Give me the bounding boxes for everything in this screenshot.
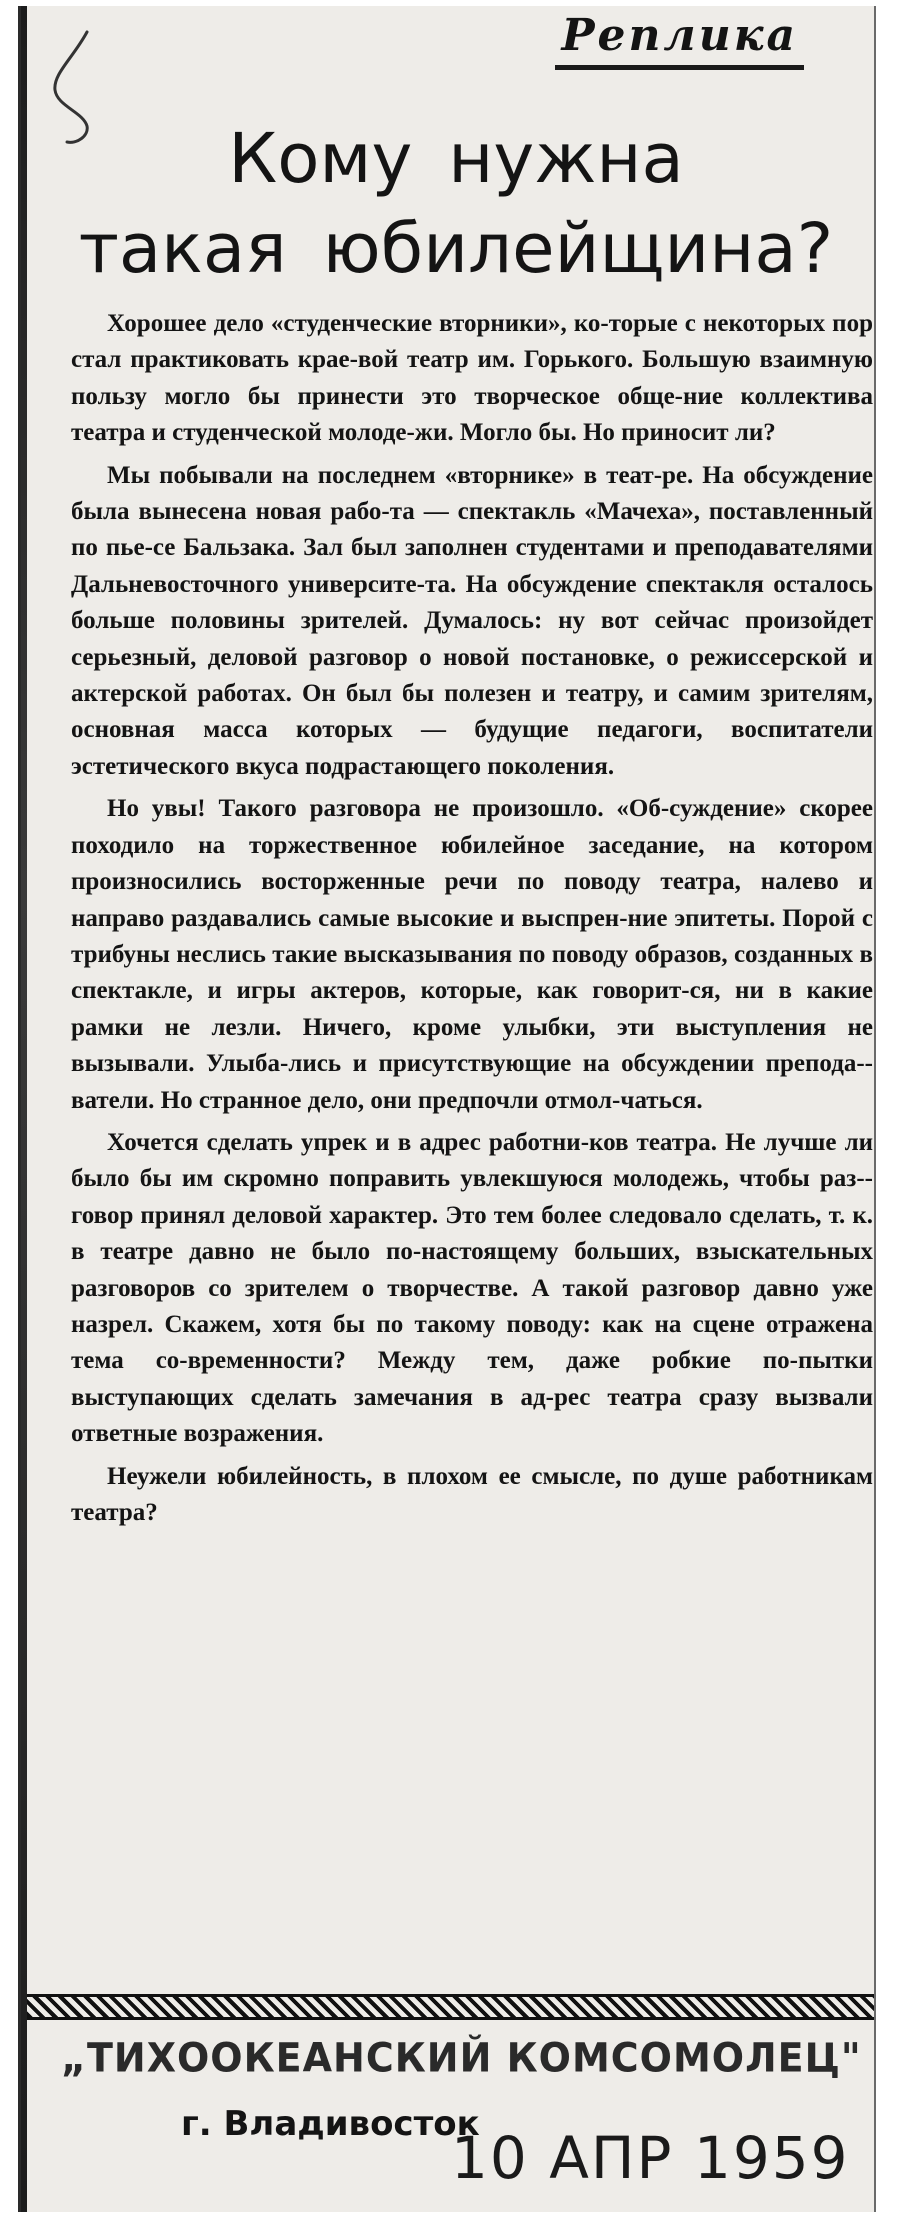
decorative-divider bbox=[27, 1994, 876, 2020]
article-paragraph: Мы побывали на последнем «вторнике» в теат-ре. На обсуждение была вынесена новая рабо-та — спектакль «Мачеха», поставленный по пье-се Бальзака. Зал был заполнен студентами и преподавателями Дальневосточного университе-та. На обсуждение спектакля осталось больше половины зрителей. Думалось: ну вот сейчас произойдет серьезный, деловой разговор о новой постановке, о режиссерской и актерской работах. Он был бы полезен и театру, и самим зрителям, основная масса которых — будущие педагоги, воспитатели эстетического вкуса подрастающего поколения. bbox=[71, 461, 873, 780]
rubric-label: Реплика bbox=[555, 10, 804, 70]
torn-edge bbox=[21, 6, 27, 2212]
headline-line-1: Кому нужна bbox=[228, 119, 684, 199]
article-paragraph: Но увы! Такого разговора не произошло. «Об-суждение» скорее походило на торжественное юбилейное заседание, на котором произносились восторженные речи по поводу театра, налево и направо раздавались самые высокие и выспрен-ние эпитеты. Порой с трибуны неслись такие высказывания по поводу образов, созданных в спектакле, и игры актеров, которые, как говорит-ся, ни в какие рамки не лезли. Ничего, кроме улыбки, эти выступления не вызывали. Улыба-лись и присутствующие на обсуждении препода-ватели. Но странное дело, они предпочли отмол-чаться. bbox=[71, 795, 873, 1114]
article-paragraph: Хочется сделать упрек и в адрес работни-ков театра. Не лучше ли было бы им скромно поправить увлекшуюся молодежь, чтобы раз-говор принял деловой характер. Это тем более следовало сделать, т. к. в театре давно не было по-настоящему больших, взыскательных разговоров со зрителем о творчестве. А такой разговор давно уже назрел. Скажем, хотя бы по такому поводу: как на сцене отражена тема со-временности? Между тем, даже робкие по-пытки выступающих сделать замечания в ад-рес театра сразу вызвали ответные возражения. bbox=[71, 1128, 873, 1448]
headline-line-2: такая юбилейщина? bbox=[78, 209, 834, 289]
newspaper-name: „ТИХООКЕАНСКИЙ КОМСОМОЛЕЦ" bbox=[61, 2034, 862, 2082]
article-paragraph: Хорошее дело «студенческие вторники», ко-торые с некоторых пор стал практиковать крае-вой театр им. Горького. Большую взаимную пользу могло бы принести это творческое обще-ние коллектива театра и студенческой молоде-жи. Могло бы. Но приносит ли? bbox=[71, 310, 873, 447]
date-stamp: 10 АПР 1959 bbox=[451, 2124, 850, 2192]
article-paragraph: Неужели юбилейность, в плохом ее смысле, по душе работникам театра? bbox=[71, 1462, 873, 1526]
city-label: г. Владивосток bbox=[181, 2104, 480, 2144]
newspaper-clipping bbox=[18, 6, 876, 2212]
article-body bbox=[71, 306, 873, 1537]
article-headline bbox=[61, 114, 851, 294]
